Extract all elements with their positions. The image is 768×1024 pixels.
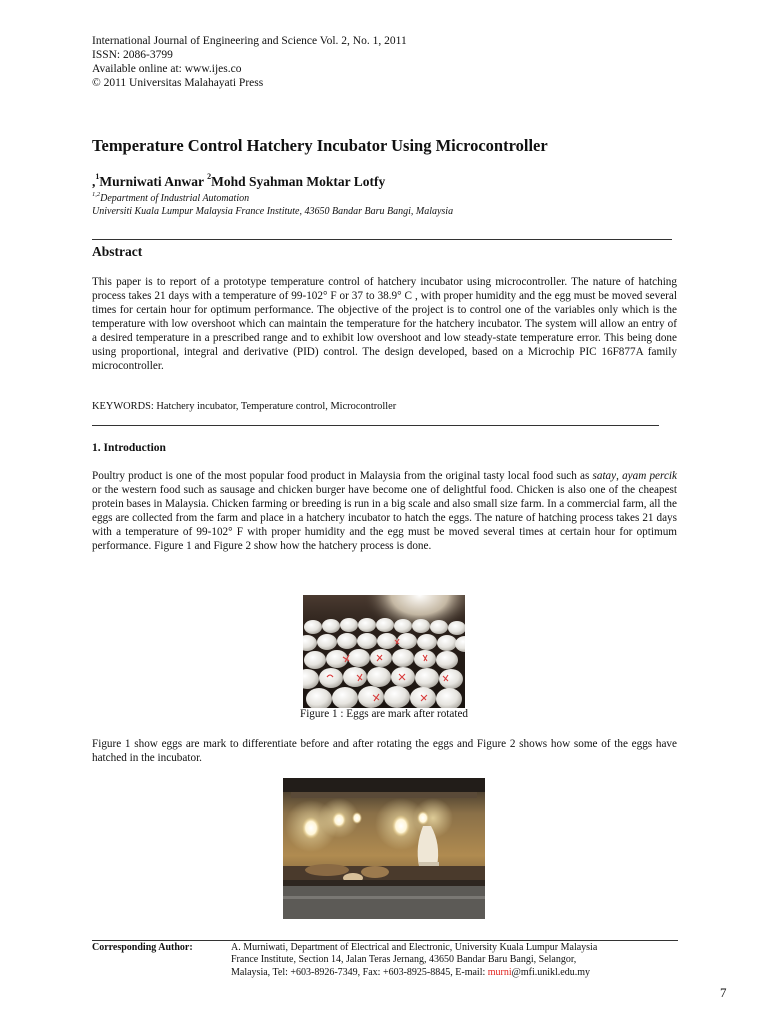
satay-term: satay: [592, 470, 617, 482]
corresponding-author-label: Corresponding Author:: [92, 942, 193, 953]
author2-name: Mohd Syahman Moktar Lotfy: [211, 174, 386, 189]
keywords-text: Hatchery incubator, Temperature control, Microcontroller: [153, 401, 397, 412]
author1-name: Murniwati Anwar: [99, 174, 208, 189]
introduction-heading: 1. Introduction: [92, 442, 166, 454]
abstract-heading: Abstract: [92, 244, 143, 259]
issn: ISSN: 2086-3799: [92, 49, 173, 61]
affiliation: [92, 188, 453, 218]
journal-name: International Journal of Engineering and Science Vol. 2, No. 1, 2011: [92, 35, 407, 47]
journal-header: [92, 34, 407, 90]
department: Department of Industrial Automation: [100, 193, 250, 204]
separator-rule: [92, 425, 659, 426]
author2-sup: 2: [207, 172, 212, 181]
email-user[interactable]: murni: [487, 966, 512, 978]
figure2-incubator-photo: [283, 778, 485, 919]
keywords: [92, 401, 396, 412]
online-availability: Available online at: www.ijes.co: [92, 63, 242, 75]
affiliation-sup: 1,2: [92, 191, 101, 198]
author1-sup: 1: [95, 172, 100, 181]
intro-text: Poultry product is one of the most popular food product in Malaysia from the original tasty local food such as: [92, 470, 593, 482]
figure1-caption: Figure 1 : Eggs are mark after rotated: [299, 708, 469, 720]
figure1-eggs-photo: [303, 595, 465, 708]
corresponding-author-details: [231, 942, 671, 979]
email-domain[interactable]: @mfi.unikl.edu.my: [511, 966, 591, 978]
paper-title: Temperature Control Hatchery Incubator Using Microcontroller: [92, 136, 548, 155]
author-prefix: ,: [92, 174, 96, 189]
corr-line-1: A. Murniwati, Department of Electrical and Electronic, University Kuala Lumpur Malaysia: [231, 942, 598, 953]
copyright: © 2011 Universitas Malahayati Press: [92, 77, 264, 89]
corr-contact: Malaysia, Tel: +603-8926-7349, Fax: +603-8925-8845, E-mail:: [231, 966, 488, 978]
figure-description: Figure 1 show eggs are mark to differentiate before and after rotating the eggs and Figure 2 shows how some of the eggs have hatched in the incubator.: [92, 738, 677, 764]
intro-text-rest: or the western food such as sausage and chicken burger have become one of delightful food. Chicken is also one of the cheapest protein bases in Malaysia. Chicken farming or breeding is run in a big scale and also small size farm. In a commercial farm, all the eggs are collected from the farm and place in a hatchery incubator to hatch the eggs. The nature of hatching process takes 21 days with a temperature of 99-102° F with proper humidity and the egg must be moved several times at certain hour for optimum performance. Figure 1 and Figure 2 show how the hatchery process is done.: [92, 484, 677, 552]
intro-comma: ,: [616, 470, 623, 482]
footer-rule: [92, 940, 678, 941]
page-number: 7: [720, 985, 727, 1000]
abstract-body: This paper is to report of a prototype temperature control of hatchery incubator using microcontroller. The nature of hatching process takes 21 days with a temperature of 99-102° F or 37 to 38.9° C , with proper humidity and the egg must be moved several times for certain hour for optimum performance. The objective of the project is to control one of the variables only which is the temperature with low overshoot which can maintain the temperature for the hatchery incubator. The system will allow an entry of a desired temperature in a prescribed range and to exhibit low overshoot and low steady-state temperature error. This being done using proportional, integral and derivative (PID) control. The design developed, based on a Microchip PIC 16F877A family microcontroller.: [92, 276, 677, 372]
keywords-label: KEYWORDS:: [92, 401, 154, 412]
ayam-percik-term: ayam percik: [622, 470, 677, 482]
corr-line-2: France Institute, Section 14, Jalan Teras Jernang, 43650 Bandar Baru Bangi, Selangor,: [231, 954, 577, 966]
introduction-paragraph: [92, 469, 677, 553]
corr-line-3: [231, 967, 671, 979]
separator-rule: [92, 239, 672, 240]
university: Universiti Kuala Lumpur Malaysia France Institute, 43650 Bandar Baru Bangi, Malaysia: [92, 206, 454, 217]
